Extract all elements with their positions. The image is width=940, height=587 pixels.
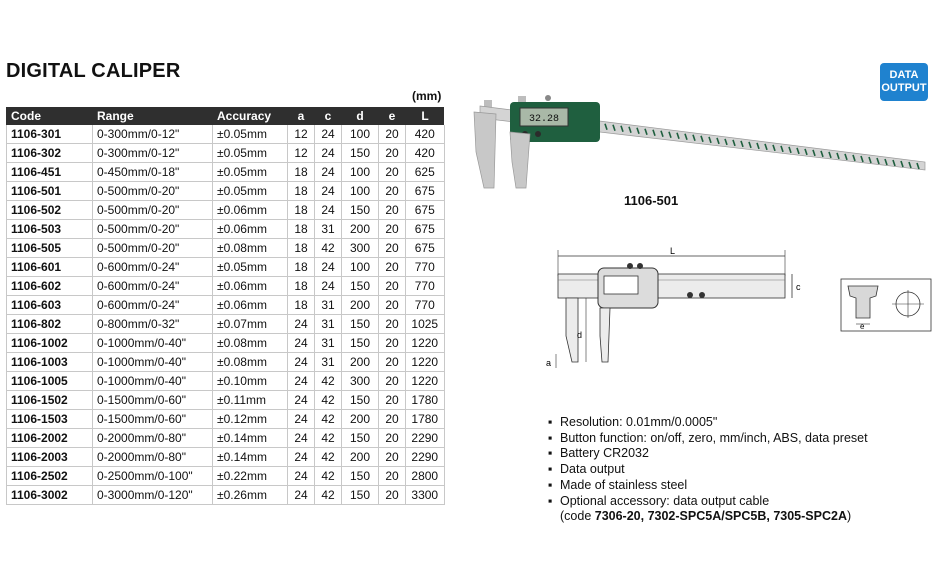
feature-text: Data output (560, 462, 625, 477)
cell-code: 1106-451 (7, 163, 93, 182)
feature-text: Button function: on/off, zero, mm/inch, ABS, data preset (560, 430, 868, 445)
cell-a: 12 (288, 144, 315, 163)
cell-c: 24 (315, 277, 342, 296)
cell-a: 18 (288, 163, 315, 182)
cell-accuracy: ±0.08mm (213, 239, 288, 258)
cell-e: 20 (379, 220, 406, 239)
cell-d: 150 (342, 277, 379, 296)
cell-accuracy: ±0.26mm (213, 486, 288, 505)
cell-range: 0-2500mm/0-100" (93, 467, 213, 486)
dim-label-L: L (670, 246, 676, 256)
cell-accuracy: ±0.08mm (213, 353, 288, 372)
cell-L: 3300 (406, 486, 445, 505)
cell-e: 20 (379, 125, 406, 144)
cell-a: 24 (288, 486, 315, 505)
table-row (7, 467, 445, 486)
cell-range: 0-500mm/0-20" (93, 239, 213, 258)
lower-jaw-slider (510, 132, 530, 188)
cell-code: 1106-602 (7, 277, 93, 296)
cell-a: 24 (288, 448, 315, 467)
codes-prefix: (code (560, 509, 595, 524)
cell-L: 675 (406, 201, 445, 220)
cell-code: 1106-601 (7, 258, 93, 277)
cell-L: 1220 (406, 372, 445, 391)
cell-accuracy: ±0.05mm (213, 125, 288, 144)
caliper-photo (470, 92, 930, 192)
feature-text: Made of stainless steel (560, 477, 688, 492)
cell-code: 1106-1503 (7, 410, 93, 429)
table-row (7, 391, 445, 410)
cell-d: 150 (342, 391, 379, 410)
cell-code: 1106-2002 (7, 429, 93, 448)
cell-a: 24 (288, 391, 315, 410)
cell-d: 100 (342, 258, 379, 277)
button-mid (535, 131, 541, 137)
cell-c: 24 (315, 163, 342, 182)
cell-range: 0-2000mm/0-80" (93, 429, 213, 448)
cell-a: 24 (288, 429, 315, 448)
cell-c: 31 (315, 315, 342, 334)
cell-code: 1106-302 (7, 144, 93, 163)
cell-accuracy: ±0.14mm (213, 429, 288, 448)
cell-L: 1780 (406, 391, 445, 410)
cell-code: 1106-3002 (7, 486, 93, 505)
cell-accuracy: ±0.22mm (213, 467, 288, 486)
cell-d: 150 (342, 467, 379, 486)
table-row (7, 125, 445, 144)
lcd-reading: 32.28 (528, 114, 560, 125)
cell-c: 31 (315, 220, 342, 239)
cell-accuracy: ±0.06mm (213, 220, 288, 239)
cell-d: 300 (342, 372, 379, 391)
table-row (7, 201, 445, 220)
table-row (7, 334, 445, 353)
drawing-knob-2 (637, 263, 643, 269)
table-row (7, 163, 445, 182)
feature-item (548, 446, 868, 462)
cell-e: 20 (379, 391, 406, 410)
table-row (7, 258, 445, 277)
cell-L: 1220 (406, 353, 445, 372)
cell-d: 150 (342, 486, 379, 505)
cell-L: 2290 (406, 448, 445, 467)
cell-c: 42 (315, 391, 342, 410)
cell-a: 24 (288, 353, 315, 372)
cell-code: 1106-501 (7, 182, 93, 201)
col-header-e: e (379, 107, 406, 125)
cell-code: 1106-2502 (7, 467, 93, 486)
cell-code: 1106-2003 (7, 448, 93, 467)
cell-code: 1106-1003 (7, 353, 93, 372)
bullet-icon: ▪ (548, 462, 553, 477)
drawing-jaw-slider (600, 308, 610, 362)
cell-e: 20 (379, 258, 406, 277)
cell-d: 200 (342, 296, 379, 315)
feature-text: Battery CR2032 (560, 446, 649, 461)
dim-label-d: d (577, 330, 583, 340)
cell-L: 770 (406, 277, 445, 296)
cell-e: 20 (379, 372, 406, 391)
cell-L: 2800 (406, 467, 445, 486)
cell-e: 20 (379, 486, 406, 505)
cell-L: 1025 (406, 315, 445, 334)
cell-L: 1780 (406, 410, 445, 429)
cell-accuracy: ±0.11mm (213, 391, 288, 410)
feature-item (548, 431, 868, 447)
cell-range: 0-1500mm/0-60" (93, 391, 213, 410)
cell-c: 31 (315, 296, 342, 315)
cell-accuracy: ±0.05mm (213, 144, 288, 163)
cell-range: 0-600mm/0-24" (93, 296, 213, 315)
table-row (7, 239, 445, 258)
cell-accuracy: ±0.12mm (213, 410, 288, 429)
cell-d: 200 (342, 448, 379, 467)
cell-d: 100 (342, 163, 379, 182)
table-row (7, 182, 445, 201)
cell-c: 31 (315, 334, 342, 353)
cell-L: 770 (406, 258, 445, 277)
cell-L: 675 (406, 182, 445, 201)
cell-range: 0-450mm/0-18" (93, 163, 213, 182)
codes-suffix: ) (846, 509, 852, 524)
cell-d: 150 (342, 201, 379, 220)
cell-range: 0-300mm/0-12" (93, 144, 213, 163)
cell-d: 100 (342, 125, 379, 144)
cell-a: 18 (288, 296, 315, 315)
cell-range: 0-800mm/0-32" (93, 315, 213, 334)
cell-c: 24 (315, 144, 342, 163)
dimension-drawing (540, 246, 810, 372)
cell-range: 0-600mm/0-24" (93, 277, 213, 296)
cell-range: 0-1000mm/0-40" (93, 353, 213, 372)
cell-a: 18 (288, 258, 315, 277)
bullet-icon: ▪ (548, 446, 553, 461)
drawing-knob-1 (627, 263, 633, 269)
cell-code: 1106-301 (7, 125, 93, 144)
cell-range: 0-1000mm/0-40" (93, 334, 213, 353)
cell-L: 675 (406, 220, 445, 239)
cell-c: 42 (315, 448, 342, 467)
cell-e: 20 (379, 315, 406, 334)
cell-e: 20 (379, 467, 406, 486)
cell-range: 0-500mm/0-20" (93, 201, 213, 220)
cell-L: 420 (406, 125, 445, 144)
col-header-a: a (288, 107, 315, 125)
cell-code: 1106-503 (7, 220, 93, 239)
bullet-icon: ▪ (548, 415, 553, 429)
col-header-code: Code (7, 107, 93, 125)
drawing-screw-1 (687, 292, 693, 298)
cell-a: 24 (288, 315, 315, 334)
cell-e: 20 (379, 448, 406, 467)
table-row (7, 353, 445, 372)
table-row (7, 220, 445, 239)
feature-text: Resolution: 0.01mm/0.0005" (560, 415, 718, 429)
feature-item (548, 478, 868, 494)
cell-accuracy: ±0.14mm (213, 448, 288, 467)
cell-c: 24 (315, 201, 342, 220)
feature-item (548, 415, 868, 431)
cell-accuracy: ±0.05mm (213, 258, 288, 277)
cell-d: 150 (342, 144, 379, 163)
cell-range: 0-300mm/0-12" (93, 125, 213, 144)
feature-text: Optional accessory: data output cable (560, 493, 770, 508)
cell-a: 24 (288, 467, 315, 486)
bullet-icon: ▪ (548, 430, 553, 445)
cell-L: 625 (406, 163, 445, 182)
dim-label-a: a (546, 358, 552, 368)
col-header-range: Range (93, 107, 213, 125)
cell-range: 0-1000mm/0-40" (93, 372, 213, 391)
cell-c: 42 (315, 410, 342, 429)
thumb-wheel (545, 95, 551, 101)
table-row (7, 486, 445, 505)
cell-c: 24 (315, 182, 342, 201)
table-row (7, 296, 445, 315)
cell-a: 12 (288, 125, 315, 144)
badge-line-1: DATA (889, 69, 919, 81)
cell-a: 18 (288, 277, 315, 296)
cell-range: 0-500mm/0-20" (93, 182, 213, 201)
cell-accuracy: ±0.05mm (213, 163, 288, 182)
cell-accuracy: ±0.06mm (213, 296, 288, 315)
cell-d: 100 (342, 182, 379, 201)
table-row (7, 448, 445, 467)
cell-e: 20 (379, 239, 406, 258)
cell-a: 24 (288, 334, 315, 353)
cell-accuracy: ±0.06mm (213, 277, 288, 296)
drawing-screw-2 (699, 292, 705, 298)
cell-d: 300 (342, 239, 379, 258)
table-row (7, 277, 445, 296)
cell-d: 150 (342, 334, 379, 353)
dim-label-c: c (796, 282, 801, 292)
feature-item-codes (548, 509, 868, 525)
drawing-beam (558, 274, 785, 298)
cell-a: 24 (288, 372, 315, 391)
cell-d: 200 (342, 353, 379, 372)
cell-range: 0-2000mm/0-80" (93, 448, 213, 467)
cell-a: 18 (288, 201, 315, 220)
cell-range: 0-600mm/0-24" (93, 258, 213, 277)
cell-accuracy: ±0.06mm (213, 201, 288, 220)
cell-d: 200 (342, 410, 379, 429)
cell-e: 20 (379, 182, 406, 201)
cell-e: 20 (379, 144, 406, 163)
cell-accuracy: ±0.07mm (213, 315, 288, 334)
cell-a: 18 (288, 182, 315, 201)
cell-range: 0-500mm/0-20" (93, 220, 213, 239)
cell-code: 1106-603 (7, 296, 93, 315)
table-row (7, 315, 445, 334)
spec-table-body (7, 125, 445, 505)
cell-d: 150 (342, 315, 379, 334)
cell-L: 675 (406, 239, 445, 258)
cell-c: 24 (315, 125, 342, 144)
bullet-icon: ▪ (548, 493, 553, 508)
feature-item (548, 494, 868, 510)
cell-c: 24 (315, 258, 342, 277)
cell-c: 42 (315, 429, 342, 448)
cell-c: 31 (315, 353, 342, 372)
dim-label-e: e (860, 322, 865, 331)
cell-code: 1106-1502 (7, 391, 93, 410)
col-header-accuracy: Accuracy (213, 107, 288, 125)
table-row (7, 372, 445, 391)
cell-d: 200 (342, 220, 379, 239)
cell-e: 20 (379, 277, 406, 296)
cell-L: 1220 (406, 334, 445, 353)
lower-jaw-fixed (474, 112, 496, 188)
cell-L: 2290 (406, 429, 445, 448)
cell-code: 1106-802 (7, 315, 93, 334)
table-row (7, 429, 445, 448)
cell-e: 20 (379, 410, 406, 429)
badge-line-2: OUTPUT (881, 82, 927, 94)
cell-c: 42 (315, 239, 342, 258)
cell-a: 18 (288, 239, 315, 258)
cell-code: 1106-1005 (7, 372, 93, 391)
codes-list: 7306-20, 7302-SPC5A/SPC5B, 7305-SPC2A (594, 509, 847, 524)
cell-e: 20 (379, 296, 406, 315)
cell-c: 42 (315, 372, 342, 391)
col-header-d: d (342, 107, 379, 125)
jaw-detail-drawing (840, 278, 932, 332)
photo-model-label: 1106-501 (624, 193, 679, 208)
cell-accuracy: ±0.05mm (213, 182, 288, 201)
cell-accuracy: ±0.08mm (213, 334, 288, 353)
cell-d: 150 (342, 429, 379, 448)
table-row (7, 144, 445, 163)
cell-range: 0-1500mm/0-60" (93, 410, 213, 429)
cell-a: 18 (288, 220, 315, 239)
cell-accuracy: ±0.10mm (213, 372, 288, 391)
cell-code: 1106-1002 (7, 334, 93, 353)
table-row (7, 410, 445, 429)
cell-e: 20 (379, 429, 406, 448)
cell-e: 20 (379, 201, 406, 220)
cell-code: 1106-502 (7, 201, 93, 220)
feature-item (548, 462, 868, 478)
cell-e: 20 (379, 353, 406, 372)
cell-L: 770 (406, 296, 445, 315)
cell-a: 24 (288, 410, 315, 429)
cell-range: 0-3000mm/0-120" (93, 486, 213, 505)
cell-e: 20 (379, 334, 406, 353)
bullet-icon: ▪ (548, 477, 553, 492)
cell-code: 1106-505 (7, 239, 93, 258)
table-header-row (7, 107, 445, 125)
cell-e: 20 (379, 163, 406, 182)
feature-list (548, 415, 868, 525)
unit-label: (mm) (412, 89, 442, 103)
page-title: DIGITAL CALIPER (6, 60, 181, 82)
col-header-c: c (315, 107, 342, 125)
col-header-L: L (406, 107, 445, 125)
cell-c: 42 (315, 467, 342, 486)
spec-table (6, 107, 445, 505)
cell-L: 420 (406, 144, 445, 163)
cell-c: 42 (315, 486, 342, 505)
drawing-display (604, 276, 638, 294)
